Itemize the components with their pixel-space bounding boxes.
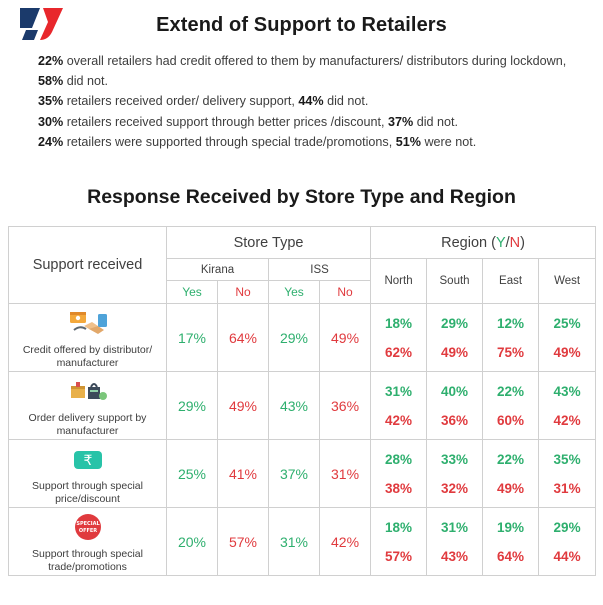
cell-region-south [427,372,483,440]
cell-region-east [483,304,539,372]
region-label-slash: / [505,234,510,251]
table-row [9,508,596,576]
region-no-value: 38% [385,480,413,496]
region-yes-value: 12% [497,315,525,331]
cell-kirana-yes: 17% [167,304,218,372]
row-label-text: Support through special trade/promotions [32,547,143,573]
cell-region-north [371,440,427,508]
cell-iss-no: 42% [320,508,371,576]
section-title: Response Received by Store Type and Region [87,186,516,208]
header-kirana-no: No [218,281,269,304]
cell-kirana-no: 41% [218,440,269,508]
cell-iss-yes: 43% [269,372,320,440]
header-region [371,227,596,259]
header-region-west: West [539,259,596,304]
region-yes-value: 29% [441,315,469,331]
cell-region-west [539,304,596,372]
region-no-value: 49% [497,480,525,496]
cell-region-south [427,508,483,576]
header-store-type: Store Type [167,227,371,259]
region-yes-value: 31% [385,383,413,399]
response-table-wrap [8,226,595,576]
cell-region-north [371,304,427,372]
cell-kirana-yes: 20% [167,508,218,576]
cell-region-east [483,372,539,440]
region-label-suffix: ) [520,234,525,251]
region-no-value: 32% [441,480,469,496]
cell-region-north [371,372,427,440]
response-table [8,226,596,576]
region-no-value: 49% [441,344,469,360]
region-yes-value: 28% [385,451,413,467]
cell-kirana-yes: 29% [167,372,218,440]
cell-iss-yes: 31% [269,508,320,576]
cell-kirana-yes: 25% [167,440,218,508]
cell-region-west [539,372,596,440]
cell-region-north [371,508,427,576]
bullet-1: 22% overall retailers had credit offered to them by manufacturers/ distributors during lockdown, 58% did not. [38,54,567,88]
row-label-text: Order delivery support by manufacturer [28,411,147,437]
cell-region-south [427,304,483,372]
cell-iss-no: 36% [320,372,371,440]
region-yes-value: 19% [497,519,525,535]
region-yes-value: 25% [553,315,581,331]
region-yes-value: 35% [553,451,581,467]
region-no-value: 62% [385,344,413,360]
svg-text:OFFER: OFFER [78,527,97,534]
row-label-price [9,440,167,508]
bullet-3: 30% retailers received support through better prices /discount, 37% did not. [38,114,459,129]
region-yes-value: 43% [553,383,581,399]
region-no-value: 60% [497,412,525,428]
header-region-south: South [427,259,483,304]
rupee-price-tag-icon [65,442,111,476]
cell-iss-no: 31% [320,440,371,508]
region-no-value: 75% [497,344,525,360]
row-label-text: Support through special price/discount [32,479,143,505]
svg-text:₹: ₹ [83,452,92,469]
region-no-value: 42% [553,412,581,428]
cell-iss-no: 49% [320,304,371,372]
cell-iss-yes: 29% [269,304,320,372]
region-yes-value: 33% [441,451,469,467]
svg-text:SPECIAL: SPECIAL [75,520,100,527]
region-yes-value: 18% [385,315,413,331]
region-no-value: 44% [553,548,581,564]
region-yes-value: 18% [385,519,413,535]
bullet-4: 24% retailers were supported through special trade/promotions, 51% were not. [38,135,477,149]
page-title: Extend of Support to Retailers [156,14,447,36]
region-label-prefix: Region ( [441,234,496,251]
header-region-east: East [483,259,539,304]
region-label-y: Y [495,234,506,251]
region-yes-value: 22% [497,383,525,399]
row-label-text: Credit offered by distributor/ manufacturer [22,343,153,369]
region-yes-value: 31% [441,519,469,535]
cell-region-east [483,508,539,576]
cell-kirana-no: 57% [218,508,269,576]
row-label-credit [9,304,167,372]
bullet-2: 35% retailers received order/ delivery support, 44% did not. [38,94,369,108]
cell-iss-yes: 37% [269,440,320,508]
table-row [9,372,596,440]
region-yes-value: 22% [497,451,525,467]
region-no-value: 64% [497,548,525,564]
table-row [9,304,596,372]
delivery-bag-icon [65,374,111,408]
cell-kirana-no: 64% [218,304,269,372]
cell-region-east [483,440,539,508]
cell-region-south [427,440,483,508]
special-offer-badge-icon [65,510,111,544]
region-label-n: N [509,234,521,251]
row-label-promotions [9,508,167,576]
header-iss-yes: Yes [269,281,320,304]
cell-region-west [539,440,596,508]
credit-handshake-icon [65,306,111,340]
region-yes-value: 29% [553,519,581,535]
header-iss-no: No [320,281,371,304]
region-no-value: 43% [441,548,469,564]
region-no-value: 36% [441,412,469,428]
region-no-value: 49% [553,344,581,360]
header-region-north: North [371,259,427,304]
region-yes-value: 40% [441,383,469,399]
table-row [9,440,596,508]
header-support-received: Support received [9,227,167,304]
row-label-delivery [9,372,167,440]
summary-bullets [38,52,578,154]
region-no-value: 57% [385,548,413,564]
header-kirana: Kirana [167,259,269,281]
header-kirana-yes: Yes [167,281,218,304]
cell-kirana-no: 49% [218,372,269,440]
header-iss: ISS [269,259,371,281]
cell-region-west [539,508,596,576]
region-no-value: 42% [385,412,413,428]
region-no-value: 31% [553,480,581,496]
